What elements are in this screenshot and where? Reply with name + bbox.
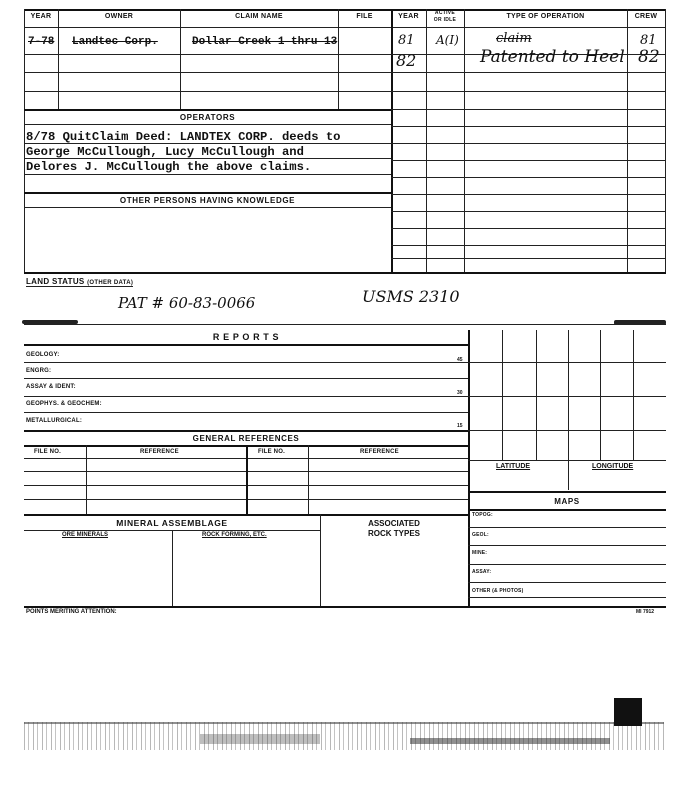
map-other-photos: OTHER (& PHOTOS) xyxy=(472,588,524,594)
ref-col-file-1: FILE NO. xyxy=(34,449,61,455)
general-references-title: GENERAL REFERENCES xyxy=(192,434,300,443)
rock-types-label: ROCK TYPES xyxy=(367,529,420,538)
row1-owner: Landtec Corp. xyxy=(72,36,158,48)
row1-operation: claim xyxy=(496,31,532,46)
mineral-assemblage-title: MINERAL ASSEMBLAGE xyxy=(116,518,228,528)
report-num-15: 15 xyxy=(457,423,463,429)
map-geol: GEOL: xyxy=(472,532,489,538)
map-mine: MINE: xyxy=(472,550,488,556)
row2-crew: 82 xyxy=(638,47,660,67)
row2-operation: Patented to Heel xyxy=(480,47,625,67)
report-assay: ASSAY & IDENT: xyxy=(26,384,76,390)
usms-number: USMS 2310 xyxy=(362,287,460,306)
row1-year: 7-78 xyxy=(28,36,55,48)
col-type-of-operation: TYPE OF OPERATION xyxy=(506,13,585,20)
col-year: YEAR xyxy=(30,13,52,20)
row2-year2: 82 xyxy=(396,51,417,70)
ref-col-file-2: FILE NO. xyxy=(258,449,285,455)
report-num-45: 45 xyxy=(457,357,463,363)
rock-forming-label: ROCK FORMING, ETC. xyxy=(202,532,267,538)
row1-claim: Dollar Creek 1 thru 13 xyxy=(192,36,338,48)
maps-title: MAPS xyxy=(554,497,580,506)
land-status-label xyxy=(26,277,133,287)
scan-dark-streak xyxy=(410,738,610,744)
scan-dark-blob xyxy=(614,698,642,726)
col-claim-name: CLAIM NAME xyxy=(235,13,283,20)
report-num-30: 30 xyxy=(457,390,463,396)
land-status-text: LAND STATUS xyxy=(26,277,85,286)
land-status-sub: (OTHER DATA) xyxy=(87,280,134,286)
scan-noise-line xyxy=(24,722,664,724)
operators-title: OPERATORS xyxy=(179,113,236,122)
col-active-line2: OR IDLE xyxy=(433,17,457,23)
col-active-line1: ACTIVE xyxy=(434,10,456,16)
row1-crew: 81 xyxy=(640,33,657,48)
col-owner: OWNER xyxy=(104,13,134,20)
operators-line-2: George McCullough, Lucy McCullough and xyxy=(26,145,304,159)
other-persons-title: OTHER PERSONS HAVING KNOWLEDGE xyxy=(119,196,296,205)
col-year-2: YEAR xyxy=(398,13,419,20)
col-file: FILE xyxy=(356,13,373,20)
ref-col-reference-2: REFERENCE xyxy=(360,449,399,455)
associated-label: ASSOCIATED xyxy=(368,519,420,528)
report-geology: GEOLOGY: xyxy=(26,352,60,358)
ore-minerals-label: ORE MINERALS xyxy=(62,532,109,538)
operators-line-1: 8/78 QuitClaim Deed: LANDTEX CORP. deeds to xyxy=(26,130,341,144)
col-crew: CREW xyxy=(634,13,658,20)
map-topog: TOPOG: xyxy=(472,512,493,518)
reports-title: R E P O R T S xyxy=(212,332,280,342)
pat-number: PAT # 60-83-0066 xyxy=(118,294,256,312)
map-assay: ASSAY: xyxy=(472,569,492,575)
form-number: MI 7912 xyxy=(636,609,655,615)
report-metallurgical: METALLURGICAL: xyxy=(26,418,83,424)
latitude-label: LATITUDE xyxy=(496,463,531,470)
ref-col-reference-1: REFERENCE xyxy=(140,449,179,455)
scan-dark-streak-2 xyxy=(200,734,320,744)
longitude-label: LONGITUDE xyxy=(592,463,634,470)
row1-active: A(I) xyxy=(436,33,459,47)
report-geophys: GEOPHYS. & GEOCHEM: xyxy=(26,401,102,407)
scan-noise-band xyxy=(24,722,664,750)
row1-year2: 81 xyxy=(398,33,415,48)
points-meriting-attention: POINTS MERITING ATTENTION: xyxy=(26,609,117,615)
report-engrg: ENGRG: xyxy=(26,368,52,374)
operators-line-3: Delores J. McCullough the above claims. xyxy=(26,160,312,174)
